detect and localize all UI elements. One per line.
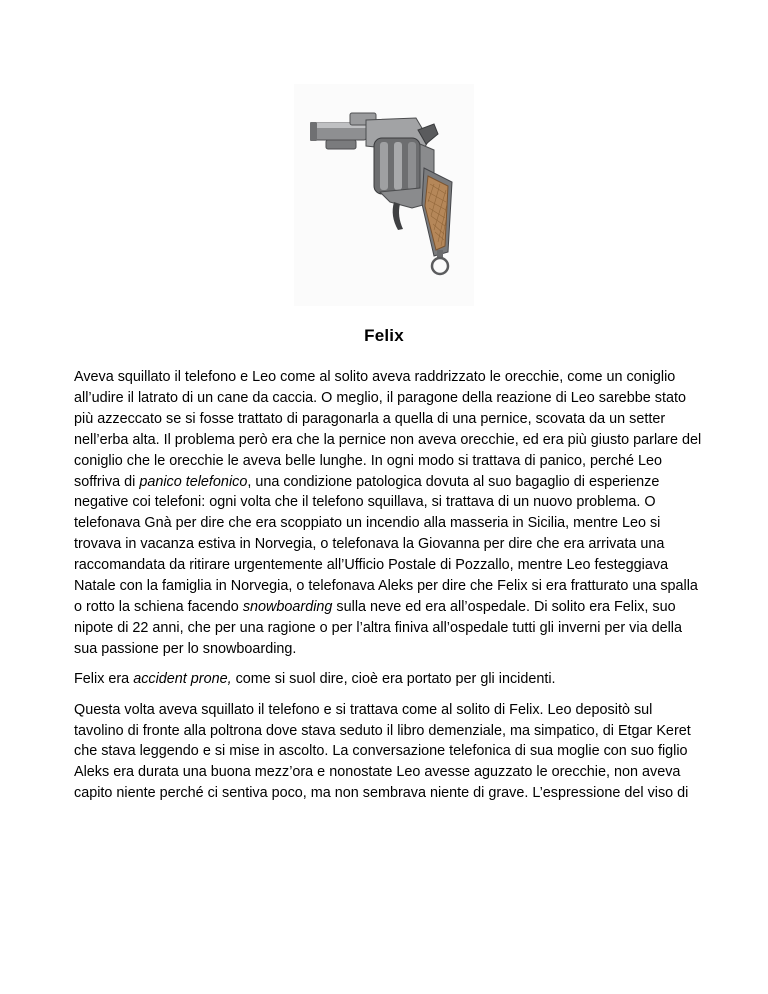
italic-text-run: accident prone, (133, 671, 232, 688)
body-text (74, 367, 704, 814)
paragraph (74, 669, 704, 690)
revolver-icon (294, 84, 474, 306)
revolver-illustration (294, 84, 474, 306)
document-title: Felix (364, 326, 404, 345)
text-run: sulla neve ed era all’ospedale. Di solito era Felix, suo nipote di 22 anni, che per una ragione o per l’altra finiva all’ospedale tutti gli inverni per via della sua passione per lo snowboarding. (74, 598, 682, 657)
paragraph (74, 367, 704, 660)
text-run: Aveva squillato il telefono e Leo come al solito aveva raddrizzato le orecchie, come un coniglio all’udire il latrato di un cane da caccia. O meglio, il paragone della reazione di Leo sarebbe stato più azzeccato se si fosse trattato di paragonarla a quella di una pernice, scovata da un setter nell’erba alta. Il problema però era che la pernice non aveva orecchie, ed era più giusto parlare del coniglio che le orecchie le aveva belle lunghe. In ogni modo si trattava di panico, perché Leo soffriva di (74, 369, 702, 490)
text-run: come si suol dire, cioè era portato per gli incidenti. (231, 671, 556, 688)
text-run: Felix era (74, 671, 134, 688)
paragraph (74, 700, 704, 805)
italic-text-run: panico telefonico (139, 473, 248, 490)
text-run: Questa volta aveva squillato il telefono e si trattava come al solito di Felix. Leo depositò sul tavolino di fronte alla poltrona dove stava seduto il libro demenziale, ma simpatico, di Etgar Keret che stava leggendo e si mise in ascolto. La conversazione telefonica di sua moglie con suo figlio Aleks era durata una buona mezz’ora e nonostate Leo avesse aguzzato le orecchie, non aveva capito niente perché ci sentiva poco, ma non sembrava niente di grave. L’espressione del viso di (74, 701, 691, 802)
italic-text-run: snowboarding (242, 598, 333, 615)
text-run: , una condizione patologica dovuta al suo bagaglio di esperienze negative coi telefoni: ogni volta che il telefono squillava, si trattava di un nuovo problema. O telefonava Gnà per dire che era scoppiato un incendio alla masseria in Sicilia, mentre Leo si trovava in vacanza estiva in Norvegia, o telefonava la Giovanna per dire che era arrivata una raccomandata da ritirare urgentemente all’Ufficio Postale di Pozzallo, mentre Leo festeggiava Natale con la famiglia in Norvegia, o telefonava Aleks per dire che Felix si era fratturato una spalla o rotto la schiena facendo (74, 473, 698, 615)
